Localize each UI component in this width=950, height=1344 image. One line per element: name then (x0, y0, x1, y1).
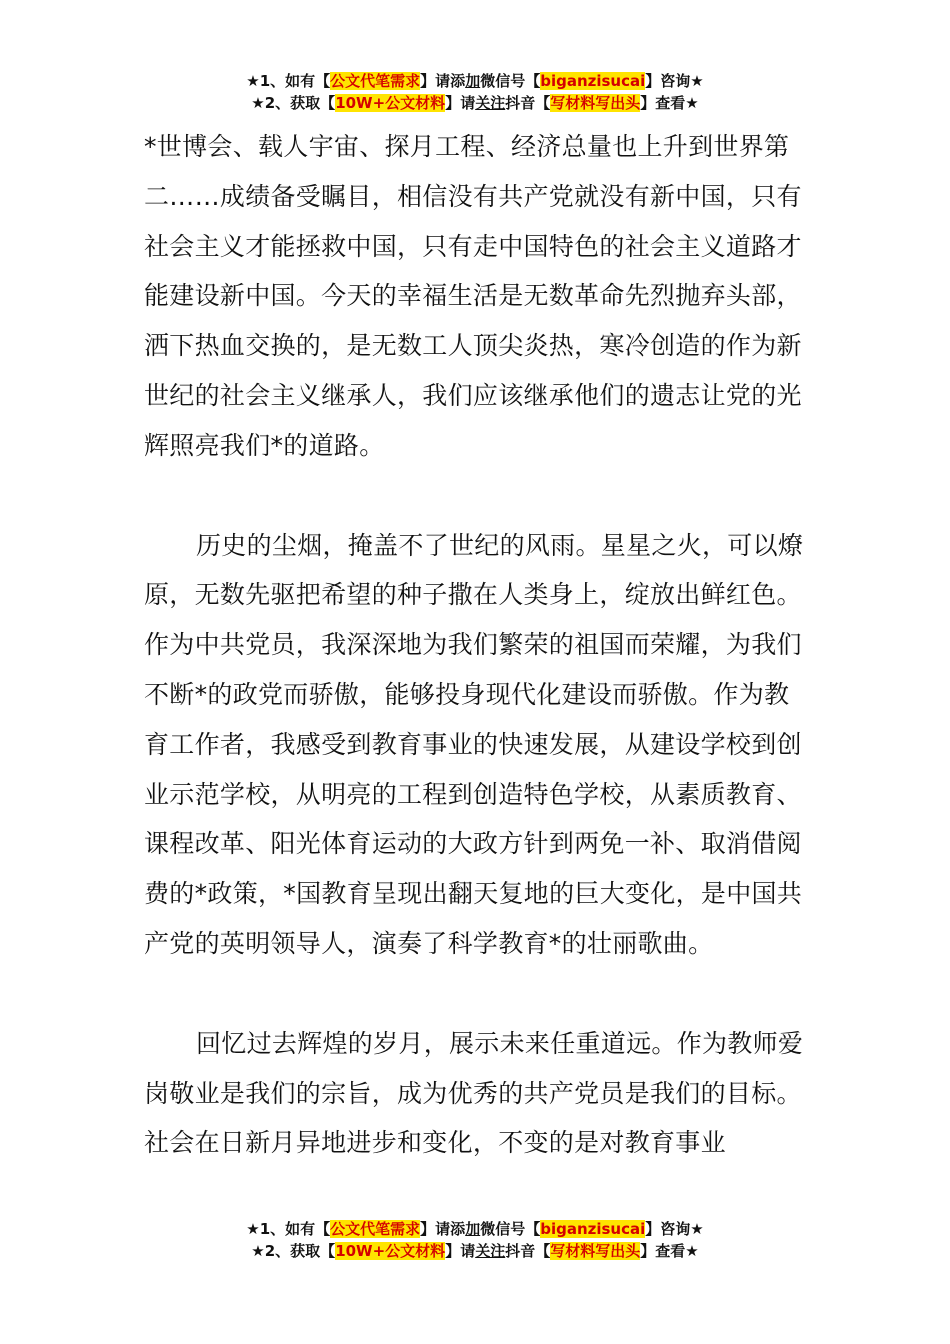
highlight-service: 公文代笔需求 (330, 1220, 421, 1238)
banner-text: 】请 (445, 94, 476, 112)
highlight-materials: 10W+公文材料 (335, 94, 446, 112)
paragraph-3: 回忆过去辉煌的岁月，展示未来任重道远。作为教师爱岗敬业是我们的宗旨，成为优秀的共产党员是我们的目标。社会在日新月异地进步和变化，不变的是对教育事业 (144, 1028, 804, 1158)
banner-text: ★2、获取【 (251, 1242, 336, 1260)
highlight-douyin: 写材料写出头 (550, 1242, 641, 1260)
banner-text: ★2、获取【 (251, 94, 336, 112)
banner-text: 】查看★ (640, 1242, 699, 1260)
banner-text: 】请添 (420, 72, 466, 90)
banner-underline: 关注 (475, 94, 506, 112)
banner-line-2 (0, 92, 950, 114)
paragraph-gap (144, 471, 809, 521)
banner-underline: 关注 (475, 1242, 506, 1260)
highlight-service: 公文代笔需求 (330, 72, 421, 90)
paragraph-1: *世博会、载人宇宙、探月工程、经济总量也上升到世界第二……成绩备受瞩目，相信没有共产党就没有新中国，只有社会主义才能拯救中国，只有走中国特色的社会主义道路才能建设新中国。今天的幸福生活是无数革命先烈抛弃头部，洒下热血交换的，是无数工人顶尖炎热，寒冷创造的作为新世纪的社会主义继承人，我们应该继承他们的遗志让党的光辉照亮我们*的道路。 (144, 132, 802, 460)
banner-line-1 (0, 70, 950, 92)
banner-underline: 加 (465, 1220, 481, 1238)
banner-text: 】咨询★ (645, 72, 704, 90)
banner-text: 】查看★ (640, 94, 699, 112)
header-banner (0, 70, 950, 114)
banner-text: 】咨询★ (645, 1220, 704, 1238)
banner-line-2 (0, 1240, 950, 1262)
highlight-wechat-id: biganzisucai (540, 72, 646, 90)
banner-text: 抖音【 (505, 1242, 551, 1260)
banner-text: ★1、如有【 (246, 1220, 331, 1238)
banner-text: 微信号【 (480, 72, 541, 90)
banner-text: 】请 (445, 1242, 476, 1260)
highlight-douyin: 写材料写出头 (550, 94, 641, 112)
paragraph-gap (144, 969, 809, 1019)
banner-underline: 加 (465, 72, 481, 90)
footer-banner (0, 1218, 950, 1262)
document-body (144, 122, 809, 1168)
highlight-wechat-id: biganzisucai (540, 1220, 646, 1238)
highlight-materials: 10W+公文材料 (335, 1242, 446, 1260)
banner-text: 】请添 (420, 1220, 466, 1238)
banner-line-1 (0, 1218, 950, 1240)
banner-text: 抖音【 (505, 94, 551, 112)
paragraph-2: 历史的尘烟，掩盖不了世纪的风雨。星星之火，可以燎原，无数先驱把希望的种子撒在人类身上，绽放出鲜红色。作为中共党员，我深深地为我们繁荣的祖国而荣耀，为我们不断*的政党而骄傲，能够投身现代化建设而骄傲。作为教育工作者，我感受到教育事业的快速发展，从建设学校到创业示范学校，从明亮的工程到创造特色学校，从素质教育、课程改革、阳光体育运动的大政方针到两免一补、取消借阅费的*政策，*国教育呈现出翻天复地的巨大变化，是中国共产党的英明领导人，演奏了科学教育*的壮丽歌曲。 (144, 530, 804, 958)
banner-text: ★1、如有【 (246, 72, 331, 90)
banner-text: 微信号【 (480, 1220, 541, 1238)
